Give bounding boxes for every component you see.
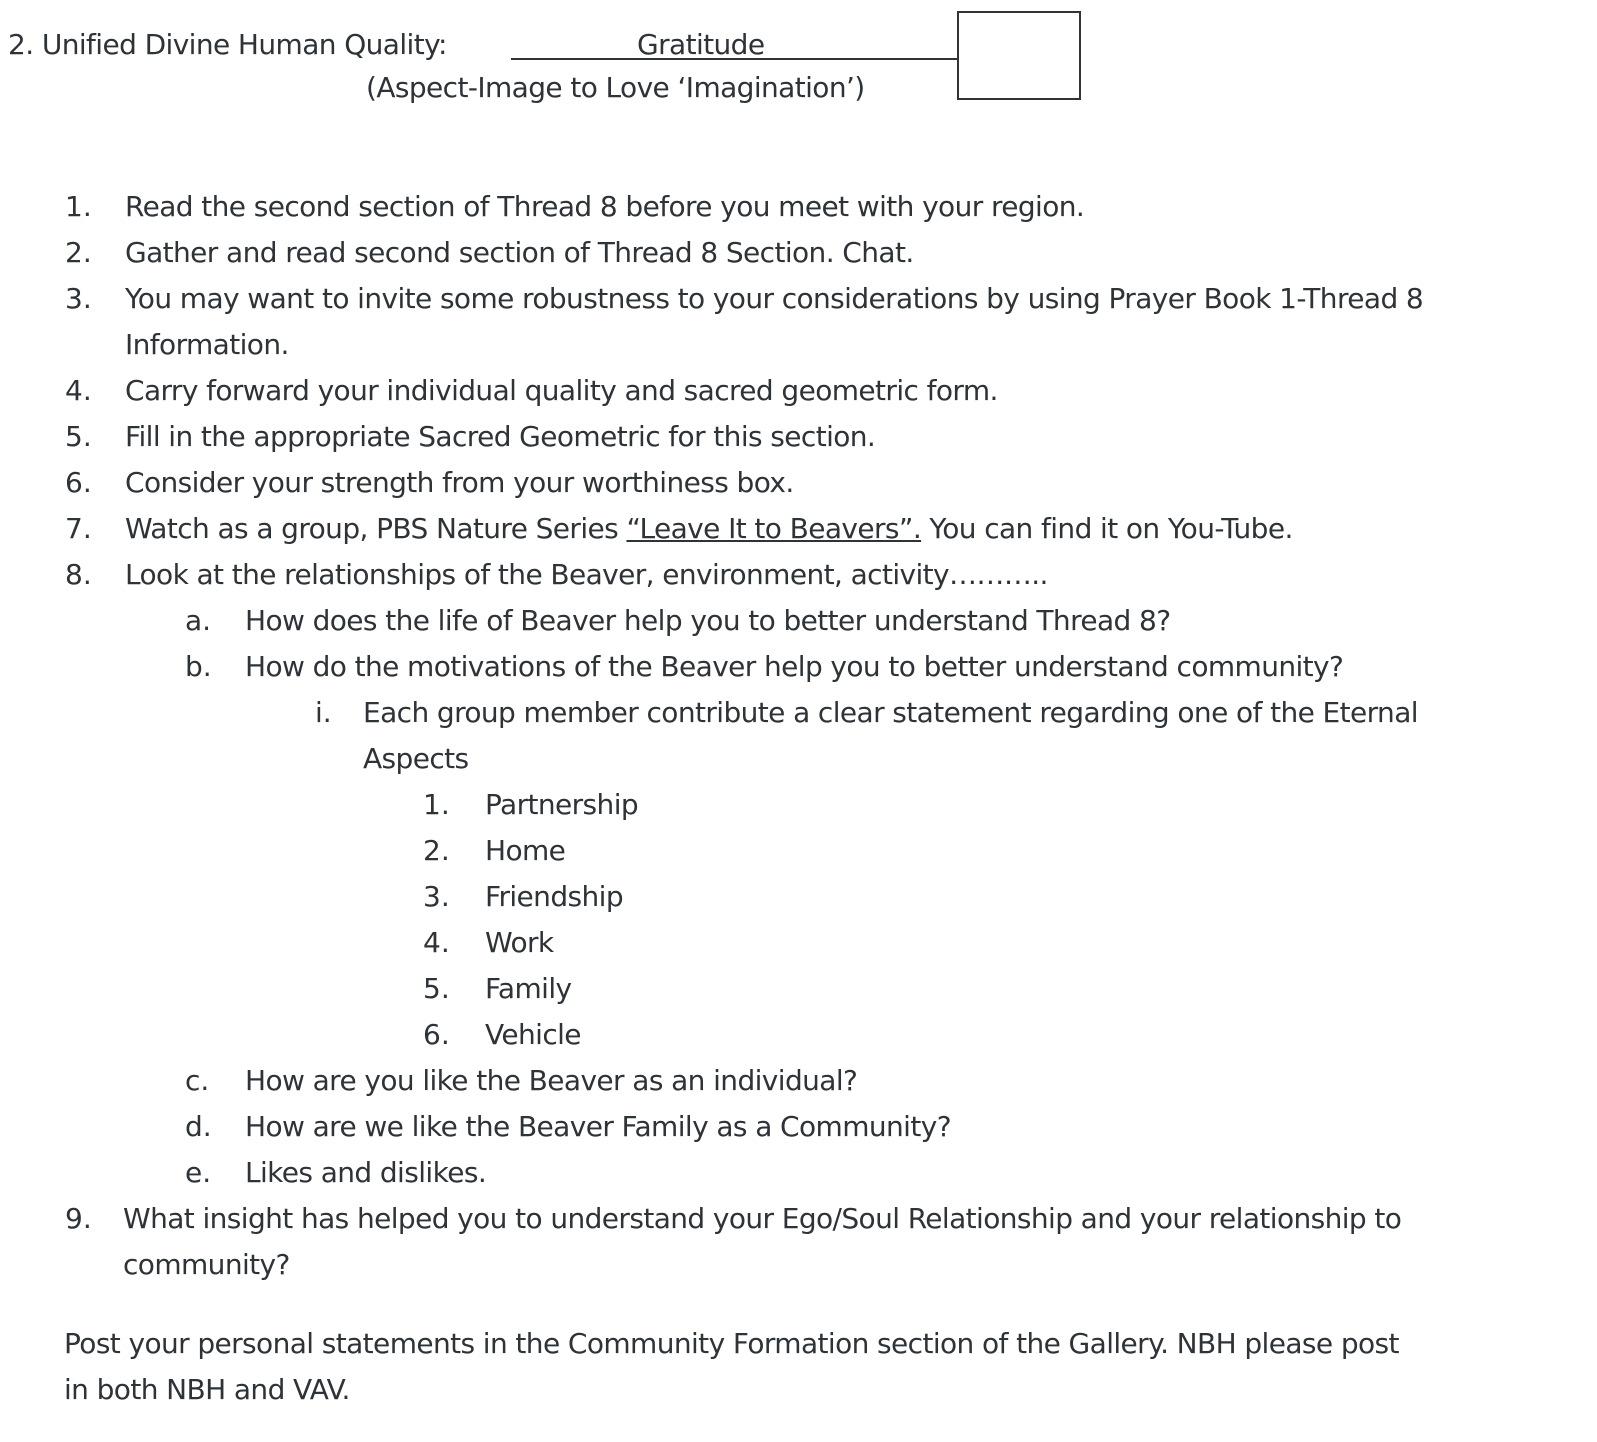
footer-line-2: in both NBH and VAV. <box>64 1373 350 1406</box>
list-marker: 1. <box>65 190 92 223</box>
list-item-text: Carry forward your individual quality and sacred geometric form. <box>125 374 998 407</box>
text-segment: You can find it on You-Tube. <box>921 512 1293 545</box>
list-item-text: Aspects <box>363 742 469 775</box>
list-item-text: Likes and dislikes. <box>245 1156 487 1189</box>
list-marker: 3. <box>65 282 92 315</box>
list-marker: d. <box>185 1110 212 1143</box>
list-marker: i. <box>315 696 332 729</box>
list-marker: 6. <box>65 466 92 499</box>
list-item-text: Consider your strength from your worthiness box. <box>125 466 794 499</box>
list-item-text: community? <box>123 1248 290 1281</box>
list-marker: 6. <box>423 1018 450 1051</box>
list-item-text: How do the motivations of the Beaver help you to better understand community? <box>245 650 1344 683</box>
quality-value: Gratitude <box>637 28 765 61</box>
list-item-text: Vehicle <box>485 1018 581 1051</box>
list-item-text: Friendship <box>485 880 623 913</box>
list-marker: 7. <box>65 512 92 545</box>
list-marker: a. <box>185 604 212 637</box>
list-marker: 4. <box>423 926 450 959</box>
list-item-text: Look at the relationships of the Beaver, environment, activity……….. <box>125 558 1048 591</box>
text-segment: Watch as a group, PBS Nature Series <box>125 512 627 545</box>
list-item-text: How does the life of Beaver help you to better understand Thread 8? <box>245 604 1171 637</box>
list-item-text: Each group member contribute a clear statement regarding one of the Eternal <box>363 696 1418 729</box>
list-item-text: How are we like the Beaver Family as a Community? <box>245 1110 951 1143</box>
list-item-text: Home <box>485 834 566 867</box>
footer-line-1: Post your personal statements in the Community Formation section of the Gallery. NBH please post <box>64 1327 1399 1360</box>
list-item-text: How are you like the Beaver as an individual? <box>245 1064 858 1097</box>
list-marker: 5. <box>423 972 450 1005</box>
list-item-text: What insight has helped you to understand your Ego/Soul Relationship and your relationship to <box>123 1202 1402 1235</box>
list-marker: 2. <box>65 236 92 269</box>
list-marker: b. <box>185 650 212 683</box>
list-item-text: Fill in the appropriate Sacred Geometric for this section. <box>125 420 876 453</box>
quality-label: 2. Unified Divine Human Quality: <box>8 28 447 61</box>
geometric-form-box <box>957 11 1081 100</box>
list-item-text: Family <box>485 972 572 1005</box>
list-item-text: Gather and read second section of Thread 8 Section. Chat. <box>125 236 914 269</box>
aspect-subtitle: (Aspect-Image to Love ‘Imagination’) <box>366 71 865 104</box>
list-item-text <box>125 511 1293 547</box>
list-item-text: Read the second section of Thread 8 before you meet with your region. <box>125 190 1085 223</box>
list-item-text: Information. <box>125 328 289 361</box>
list-marker: 2. <box>423 834 450 867</box>
list-marker: 9. <box>65 1202 92 1235</box>
list-marker: 8. <box>65 558 92 591</box>
list-marker: e. <box>185 1156 212 1189</box>
list-marker: 1. <box>423 788 450 821</box>
list-marker: 3. <box>423 880 450 913</box>
video-title-link[interactable]: “Leave It to Beavers”. <box>626 512 922 545</box>
list-item-text: Work <box>485 926 554 959</box>
list-item-text: Partnership <box>485 788 639 821</box>
list-marker: 5. <box>65 420 92 453</box>
list-marker: 4. <box>65 374 92 407</box>
list-item-text: You may want to invite some robustness to your considerations by using Prayer Book 1-Thread 8 <box>125 282 1424 315</box>
list-marker: c. <box>185 1064 210 1097</box>
